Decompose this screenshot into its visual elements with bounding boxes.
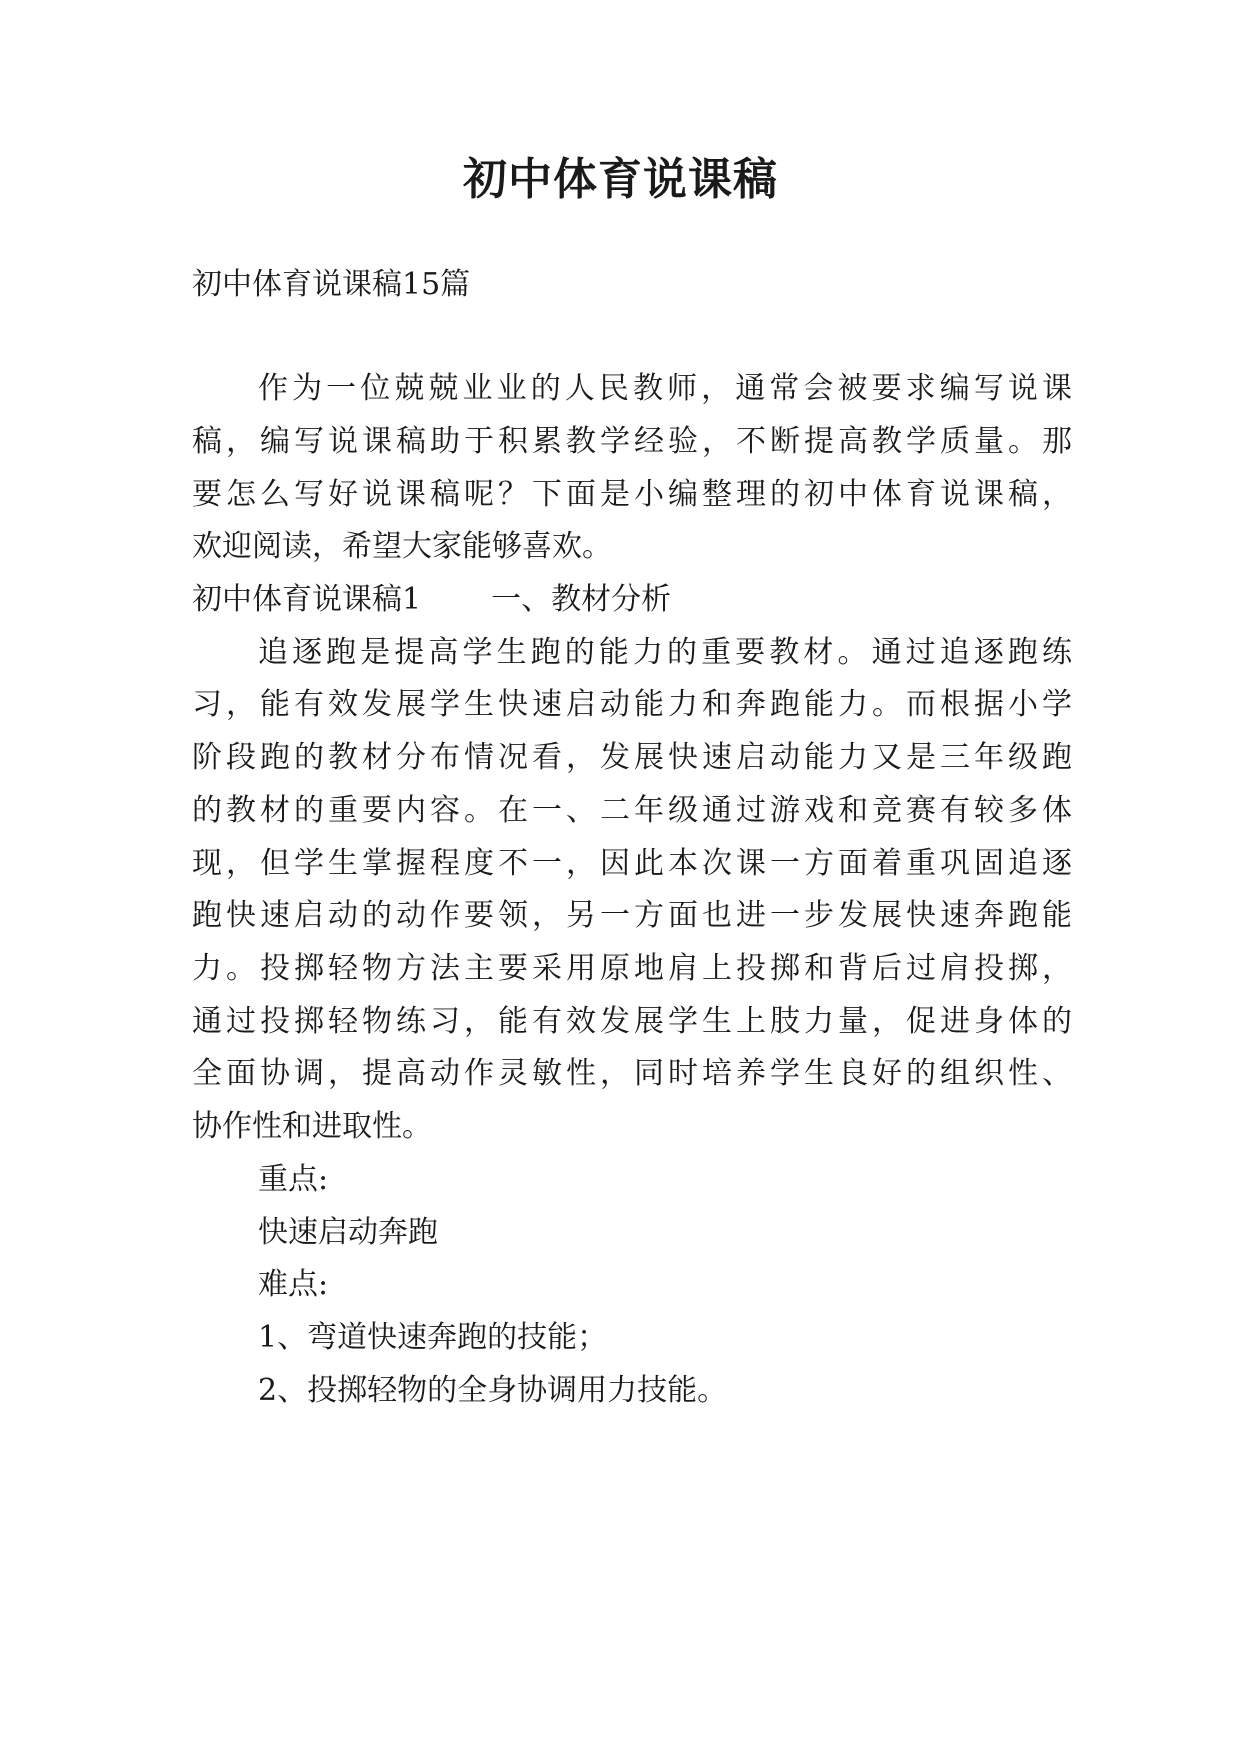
document-title: 初中体育说课稿 bbox=[463, 154, 778, 205]
intro-line: 要怎么写好说课稿呢？下面是小编整理的初中体育说课稿， bbox=[192, 477, 1072, 512]
intro-line: 稿，编写说课稿助于积累教学经验，不断提高教学质量。那 bbox=[192, 424, 1072, 459]
analysis-line: 跑快速启动的动作要领，另一方面也进一步发展快速奔跑能 bbox=[192, 898, 1072, 933]
key-point-label: 重点: bbox=[258, 1162, 329, 1197]
section-title: 初中体育说课稿1 bbox=[192, 582, 422, 617]
analysis-line: 习，能有效发展学生快速启动能力和奔跑能力。而根据小学 bbox=[192, 687, 1072, 722]
analysis-line: 力。投掷轻物方法主要采用原地肩上投掷和背后过肩投掷， bbox=[192, 951, 1072, 986]
document-subtitle: 初中体育说课稿15篇 bbox=[192, 267, 471, 302]
key-point: 快速启动奔跑 bbox=[258, 1215, 438, 1250]
section-heading bbox=[192, 580, 671, 620]
analysis-line: 追逐跑是提高学生跑的能力的重要教材。通过追逐跑练 bbox=[258, 635, 1072, 670]
section-part-title: 一、教材分析 bbox=[491, 582, 672, 617]
difficulty-item: 1、弯道快速奔跑的技能； bbox=[258, 1320, 608, 1355]
analysis-line: 现，但学生掌握程度不一，因此本次课一方面着重巩固追逐 bbox=[192, 846, 1072, 881]
analysis-line: 的教材的重要内容。在一、二年级通过游戏和竞赛有较多体 bbox=[192, 793, 1072, 828]
difficulty-label: 难点: bbox=[258, 1267, 329, 1302]
analysis-line: 阶段跑的教材分布情况看，发展快速启动能力又是三年级跑 bbox=[192, 740, 1072, 775]
difficulty-item: 2、投掷轻物的全身协调用力技能。 bbox=[258, 1373, 728, 1408]
analysis-line: 通过投掷轻物练习，能有效发展学生上肢力量，促进身体的 bbox=[192, 1004, 1072, 1039]
analysis-line: 全面协调，提高动作灵敏性，同时培养学生良好的组织性、 bbox=[192, 1056, 1072, 1091]
intro-line: 欢迎阅读，希望大家能够喜欢。 bbox=[192, 529, 612, 564]
analysis-line: 协作性和进取性。 bbox=[192, 1109, 432, 1144]
intro-line: 作为一位兢兢业业的人民教师，通常会被要求编写说课 bbox=[258, 371, 1072, 406]
